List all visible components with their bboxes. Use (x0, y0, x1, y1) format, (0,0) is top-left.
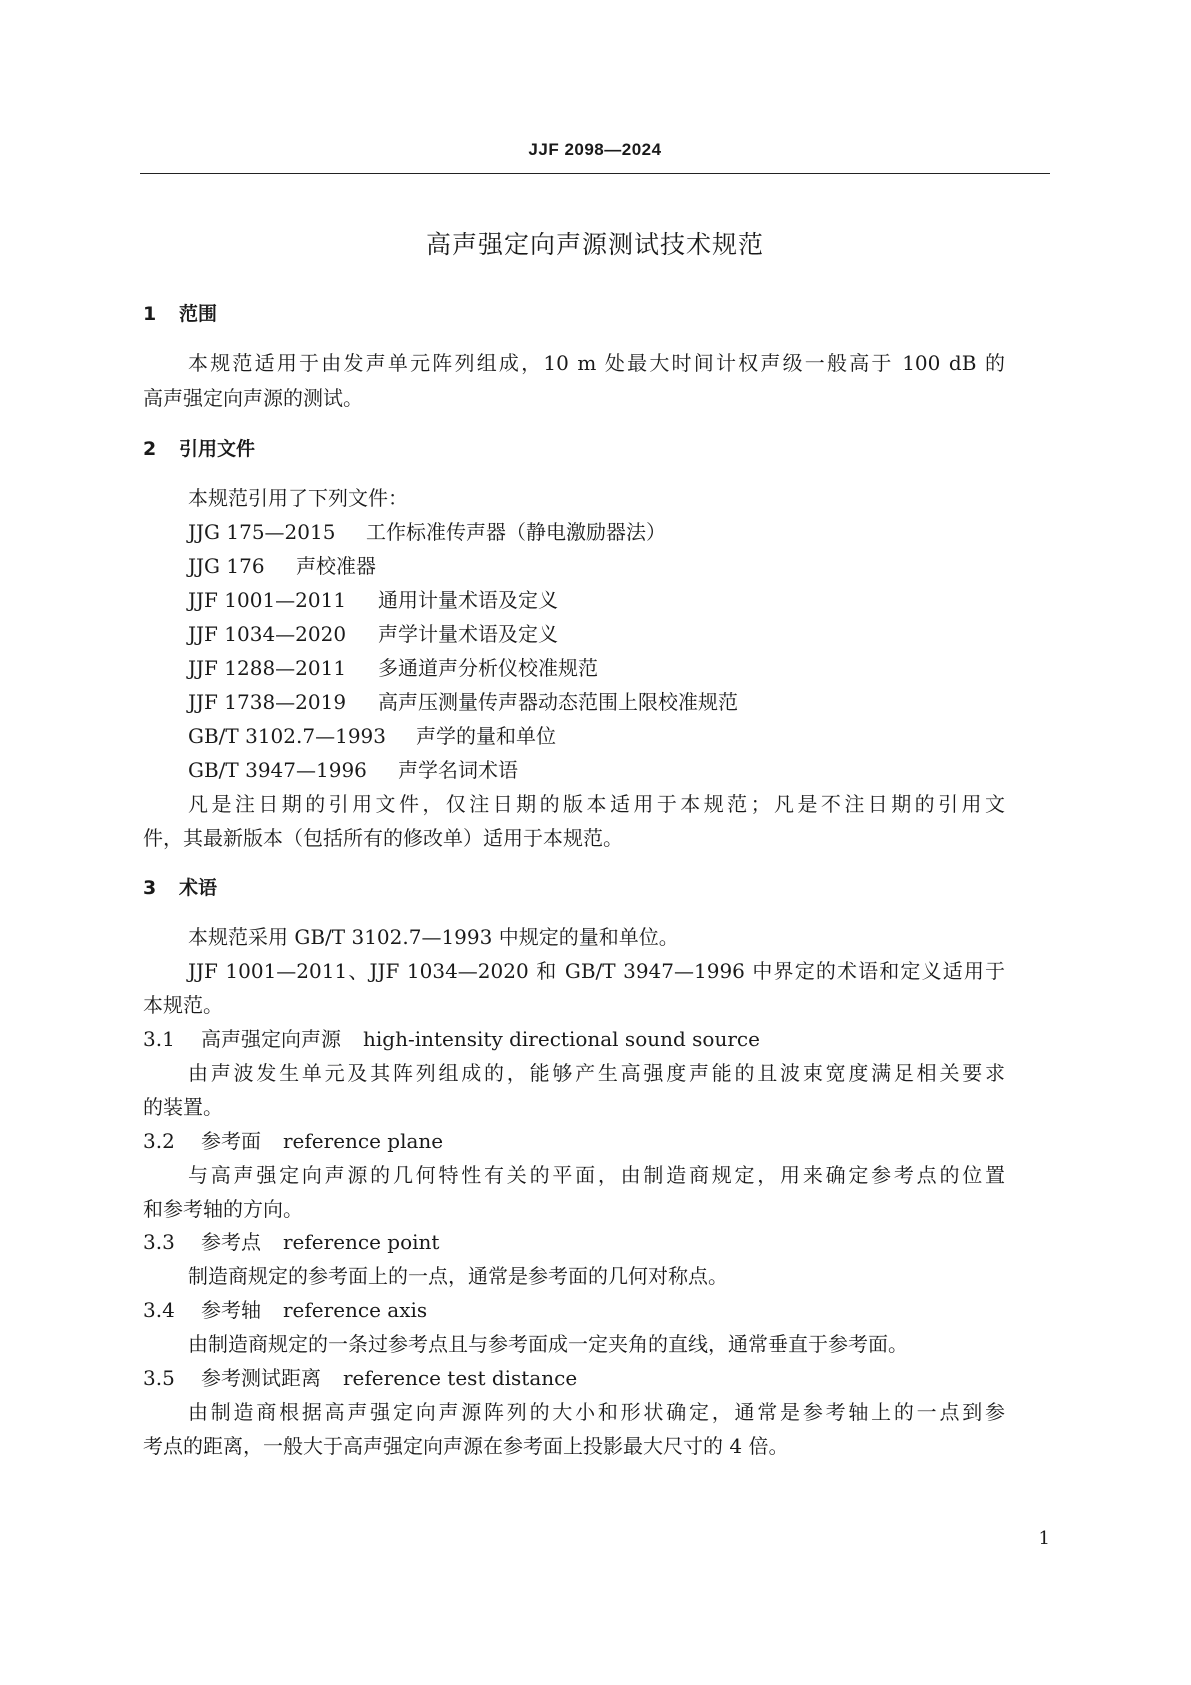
reference-code: JJF 1001—2011 (188, 588, 347, 612)
section-title: 范围 (179, 303, 218, 325)
section-3-paragraph-line: 本规范。 (143, 993, 223, 1017)
term-number: 3.2 (143, 1129, 175, 1153)
section-1-heading (143, 302, 217, 326)
reference-name: 声学计量术语及定义 (378, 622, 558, 646)
reference-item (188, 621, 558, 647)
reference-code: JJF 1738—2019 (188, 690, 347, 714)
term-definition-line: 与高声强定向声源的几何特性有关的平面，由制造商规定，用来确定参考点的位置 (188, 1163, 1005, 1187)
term-english: high-intensity directional sound source (363, 1027, 760, 1051)
reference-item (188, 757, 518, 783)
term-definition-line: 由制造商规定的一条过参考点且与参考面成一定夹角的直线，通常垂直于参考面。 (188, 1332, 908, 1356)
reference-code: GB/T 3102.7—1993 (188, 724, 386, 748)
reference-name: 声校准器 (296, 554, 376, 578)
reference-name: 通用计量术语及定义 (378, 588, 558, 612)
reference-item (188, 689, 738, 715)
references-intro: 本规范引用了下列文件： (188, 486, 408, 510)
term-entry-heading (143, 1229, 439, 1255)
reference-item (188, 723, 556, 749)
reference-item (188, 655, 598, 681)
reference-name: 声学的量和单位 (416, 724, 556, 748)
reference-item (188, 519, 666, 545)
section-3-paragraph: 本规范采用 GB/T 3102.7—1993 中规定的量和单位。 (188, 925, 679, 949)
term-english: reference point (283, 1230, 440, 1254)
reference-code: GB/T 3947—1996 (188, 758, 367, 782)
term-english: reference plane (283, 1129, 444, 1153)
section-2-heading (143, 437, 255, 461)
reference-item (188, 587, 558, 613)
standard-code: JJF 2098—2024 (528, 140, 662, 159)
term-definition-line: 制造商规定的参考面上的一点，通常是参考面的几何对称点。 (188, 1264, 728, 1288)
term-entry-heading (143, 1297, 427, 1323)
term-number: 3.1 (143, 1027, 175, 1051)
term-chinese: 参考点 (201, 1230, 261, 1254)
section-1-paragraph-line: 高声强定向声源的测试。 (143, 386, 363, 410)
term-entry-heading (143, 1128, 443, 1154)
section-number: 1 (143, 303, 157, 325)
term-chinese: 参考面 (201, 1129, 261, 1153)
references-note-line: 件，其最新版本（包括所有的修改单）适用于本规范。 (143, 826, 623, 850)
reference-name: 高声压测量传声器动态范围上限校准规范 (378, 690, 738, 714)
reference-name: 工作标准传声器（静电激励器法） (366, 520, 666, 544)
term-number: 3.3 (143, 1230, 175, 1254)
term-chinese: 参考测试距离 (201, 1366, 321, 1390)
reference-code: JJG 176 (188, 554, 265, 578)
references-note-line: 凡是注日期的引用文件，仅注日期的版本适用于本规范；凡是不注日期的引用文 (188, 792, 1005, 816)
term-definition-line: 和参考轴的方向。 (143, 1197, 303, 1221)
term-chinese: 高声强定向声源 (201, 1027, 341, 1051)
term-definition-line: 考点的距离，一般大于高声强定向声源在参考面上投影最大尺寸的 4 倍。 (143, 1434, 789, 1458)
reference-item (188, 553, 376, 579)
reference-code: JJF 1034—2020 (188, 622, 347, 646)
reference-code: JJG 175—2015 (188, 520, 336, 544)
term-definition-line: 由制造商根据高声强定向声源阵列的大小和形状确定，通常是参考轴上的一点到参 (188, 1400, 1005, 1424)
section-3-paragraph-line: JJF 1001—2011、JJF 1034—2020 和 GB/T 3947—1996 中界定的术语和定义适用于 (188, 959, 1005, 983)
reference-code: JJF 1288—2011 (188, 656, 347, 680)
reference-name: 声学名词术语 (398, 758, 518, 782)
term-number: 3.5 (143, 1366, 175, 1390)
term-chinese: 参考轴 (201, 1298, 261, 1322)
term-number: 3.4 (143, 1298, 175, 1322)
header-rule (140, 173, 1050, 174)
term-english: reference axis (283, 1298, 428, 1322)
page-number: 1 (1038, 1528, 1050, 1549)
section-1-paragraph-line: 本规范适用于由发声单元阵列组成，10 m 处最大时间计权声级一般高于 100 dB 的 (188, 351, 1005, 375)
term-english: reference test distance (343, 1366, 578, 1390)
term-entry-heading (143, 1026, 760, 1052)
term-entry-heading (143, 1365, 577, 1391)
section-title: 术语 (179, 877, 218, 899)
reference-name: 多通道声分析仪校准规范 (378, 656, 598, 680)
document-title: 高声强定向声源测试技术规范 (425, 230, 764, 259)
section-title: 引用文件 (179, 438, 256, 460)
term-definition-line: 的装置。 (143, 1095, 223, 1119)
section-3-heading (143, 876, 217, 900)
term-definition-line: 由声波发生单元及其阵列组成的，能够产生高强度声能的且波束宽度满足相关要求 (188, 1061, 1005, 1085)
section-number: 3 (143, 877, 157, 899)
section-number: 2 (143, 438, 157, 460)
